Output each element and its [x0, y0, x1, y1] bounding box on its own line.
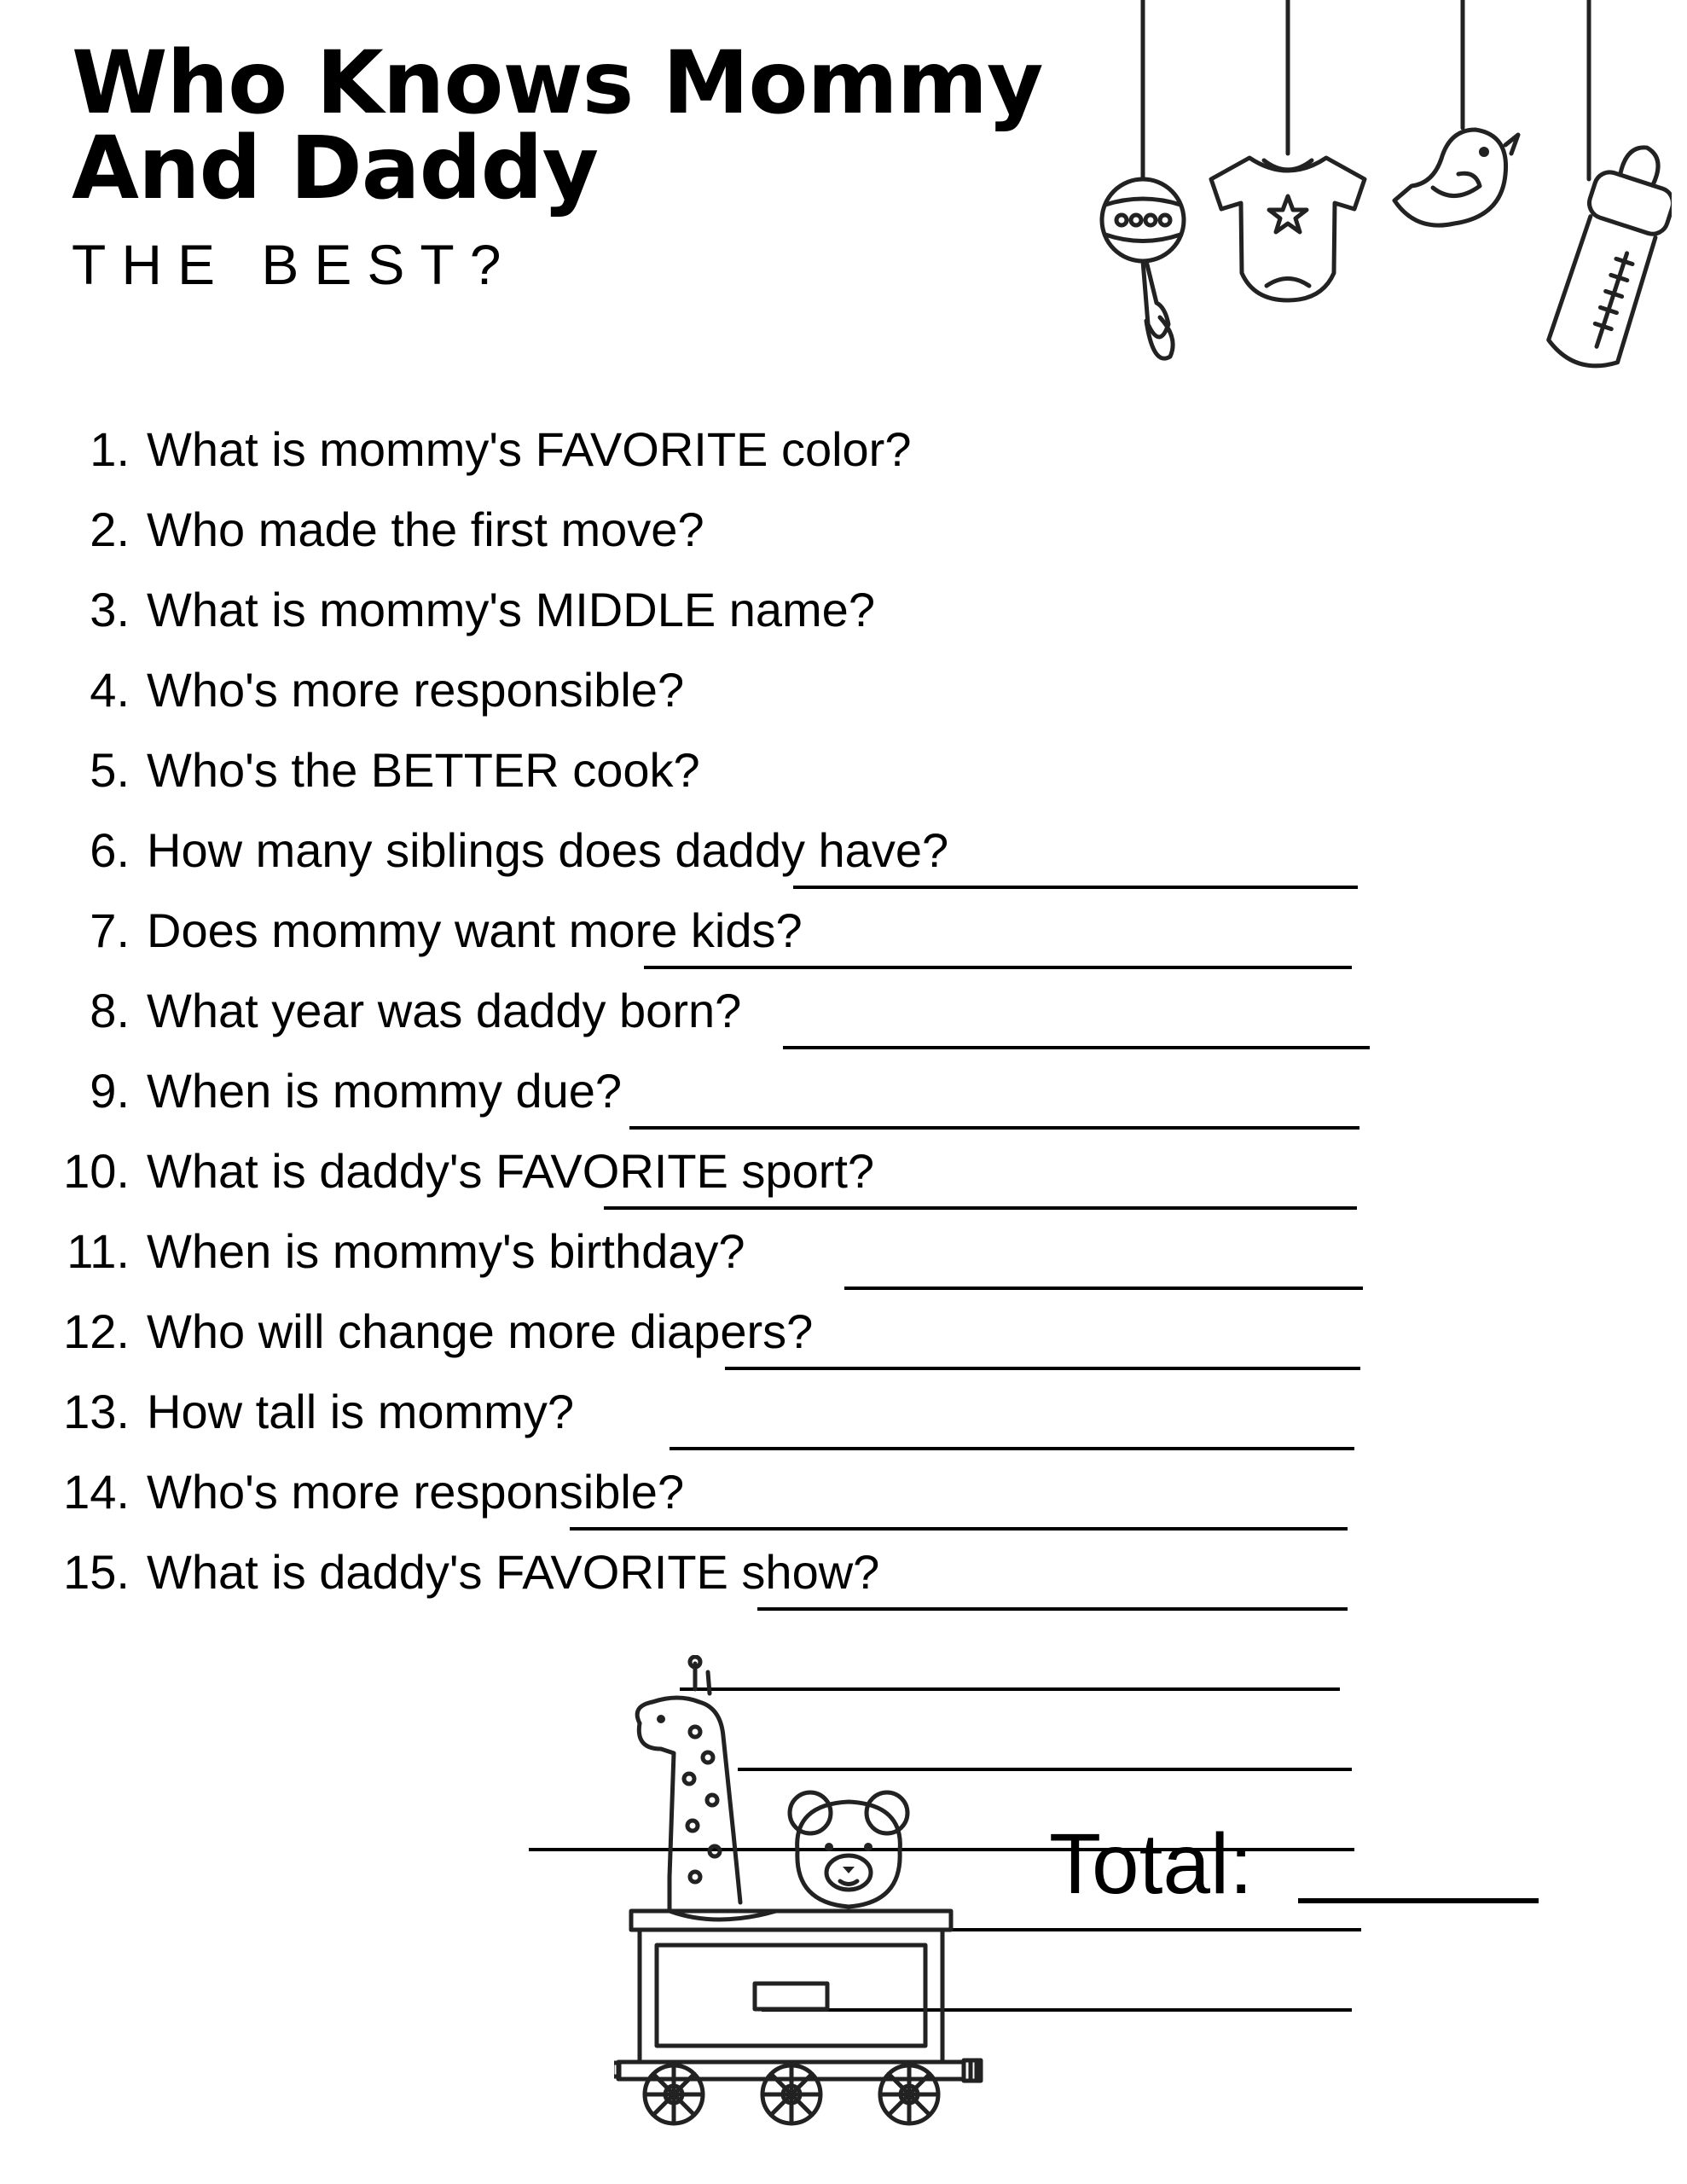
question-number: 3. [90, 583, 130, 636]
onesie-icon [1211, 158, 1365, 300]
question-text: What is daddy's FAVORITE sport? [147, 1144, 875, 1198]
question-number: 4. [90, 663, 130, 717]
question-text: Who will change more diapers? [147, 1304, 814, 1358]
answer-line-4[interactable] [629, 1126, 1359, 1130]
question-text: How many siblings does daddy have? [147, 823, 949, 877]
question-text: What is mommy's FAVORITE color? [147, 422, 912, 476]
title-line-1: Who Knows Mommy [72, 32, 1043, 134]
question-number: 8. [90, 984, 130, 1037]
hanging-decorations [1075, 0, 1672, 401]
question-text: Who's the BETTER cook? [147, 743, 700, 797]
answer-line-7[interactable] [725, 1367, 1360, 1370]
page-subtitle: THE BEST? [72, 233, 517, 296]
total-label: Total: [1049, 1816, 1254, 1912]
question-number: 6. [90, 823, 130, 877]
answer-line-1[interactable] [793, 886, 1358, 889]
question-text: When is mommy due? [147, 1064, 623, 1118]
title-line-2: And Daddy [72, 118, 599, 219]
total-answer-line[interactable] [1298, 1898, 1539, 1903]
question-number: 15. [63, 1545, 130, 1599]
baby-bottle-icon [1540, 136, 1672, 375]
question-text: What is mommy's MIDDLE name? [147, 583, 875, 636]
question-number: 2. [90, 502, 130, 556]
giraffe-toy-icon [637, 1657, 776, 1920]
bird-icon [1394, 130, 1518, 225]
answer-line-3[interactable] [783, 1046, 1370, 1049]
answer-line-10[interactable] [757, 1607, 1348, 1611]
question-text: Does mommy want more kids? [147, 903, 803, 957]
train-wheels-icon [645, 2065, 938, 2123]
question-number: 5. [90, 743, 130, 797]
answer-line-5[interactable] [604, 1206, 1357, 1210]
question-number: 7. [90, 903, 130, 957]
question-text: What year was daddy born? [147, 984, 742, 1037]
question-text: How tall is mommy? [147, 1385, 574, 1438]
answer-line-6[interactable] [844, 1287, 1363, 1290]
question-number: 13. [63, 1385, 130, 1438]
question-number: 10. [63, 1144, 130, 1198]
question-text: What is daddy's FAVORITE show? [147, 1545, 880, 1599]
question-number: 1. [90, 422, 130, 476]
question-text: Who made the first move? [147, 502, 704, 556]
answer-line-9[interactable] [570, 1527, 1348, 1531]
question-number: 9. [90, 1064, 130, 1118]
toy-train-icon [614, 1655, 1015, 2133]
rattle-icon [1102, 179, 1184, 358]
question-number: 11. [67, 1224, 130, 1278]
answer-line-8[interactable] [670, 1447, 1354, 1450]
train-cart-icon [614, 1911, 981, 2081]
question-text: Who's more responsible? [147, 663, 685, 717]
question-text: Who's more responsible? [147, 1465, 685, 1519]
question-number: 12. [63, 1304, 130, 1358]
question-number: 14. [63, 1465, 130, 1519]
teddy-bear-icon [790, 1792, 907, 1907]
page-title [72, 32, 1043, 219]
answer-line-2[interactable] [644, 966, 1352, 969]
question-text: When is mommy's birthday? [147, 1224, 745, 1278]
